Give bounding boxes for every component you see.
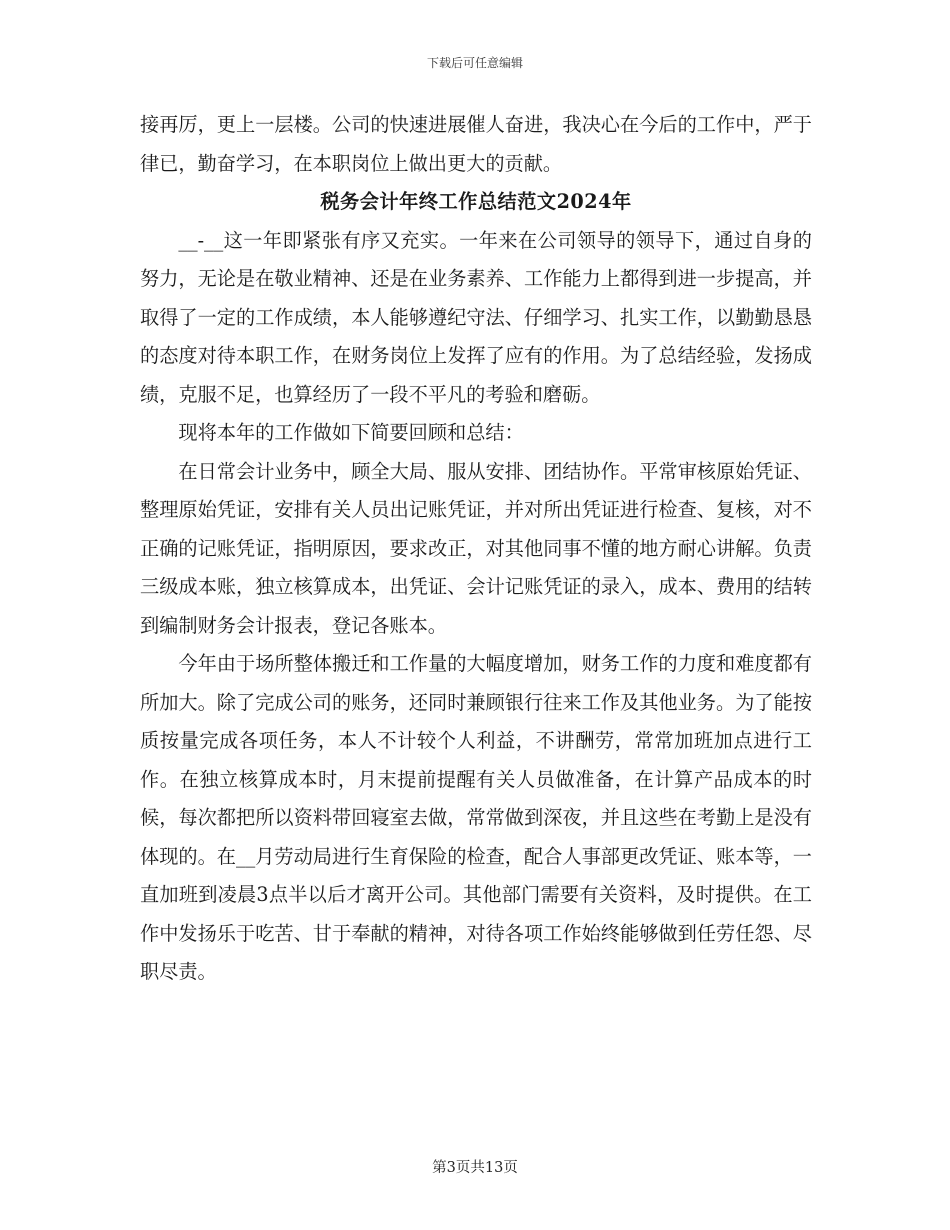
paragraph-workload: 今年由于场所整体搬迁和工作量的大幅度增加，财务工作的力度和难度都有所加大。除了完成公司的账务，还同时兼顾银行往来工作及其他业务。为了能按质按量完成各项任务，本人不计较个人利益，不讲酬劳，常常加班加点进行工作。在独立核算成本时，月末提前提醒有关人员做准备，在计算产品成本的时候，每次都把所以资料带回寝室去做，常常做到深夜，并且这些在考勤上是没有体现的。在__月劳动局进行生育保险的检查，配合人事部更改凭证、账本等，一直加班到凌晨3点半以后才离开公司。其他部门需要有关资料，及时提供。在工作中发扬乐于吃苦、甘于奉献的精神，对待各项工作始终能够做到任劳任怨、尽职尽责。 — [140, 652, 812, 983]
document-title: 税务会计年终工作总结范文2024年 — [320, 190, 632, 213]
paragraph-review-lead: 现将本年的工作做如下简要回顾和总结： — [178, 421, 524, 444]
document-body — [140, 106, 812, 992]
continuation-paragraph: 接再厉，更上一层楼。公司的快速进展催人奋进，我决心在今后的工作中，严于律已，勤奋学习，在本职岗位上做出更大的贡献。 — [140, 113, 812, 175]
paragraph-intro: __-__这一年即紧张有序又充实。一年来在公司领导的领导下，通过自身的努力，无论是在敬业精神、还是在业务素养、工作能力上都得到进一步提高，并取得了一定的工作成绩，本人能够遵纪守法、仔细学习、扎实工作，以勤勤恳恳的态度对待本职工作，在财务岗位上发挥了应有的作用。为了总结经验，发扬成绩，克服不足，也算经历了一段不平凡的考验和磨砺。 — [140, 228, 812, 406]
page-number: 第3页共13页 — [432, 1160, 518, 1176]
paragraph-daily-work: 在日常会计业务中，顾全大局、服从安排、团结协作。平常审核原始凭证、整理原始凭证，安排有关人员出记账凭证，并对所出凭证进行检查、复核，对不正确的记账凭证，指明原因，要求改正，对其他同事不懂的地方耐心讲解。负责三级成本账，独立核算成本，出凭证、会计记账凭证的录入，成本、费用的结转到编制财务会计报表，登记各账本。 — [140, 459, 812, 637]
header-note: 下载后可任意编辑 — [426, 56, 523, 70]
